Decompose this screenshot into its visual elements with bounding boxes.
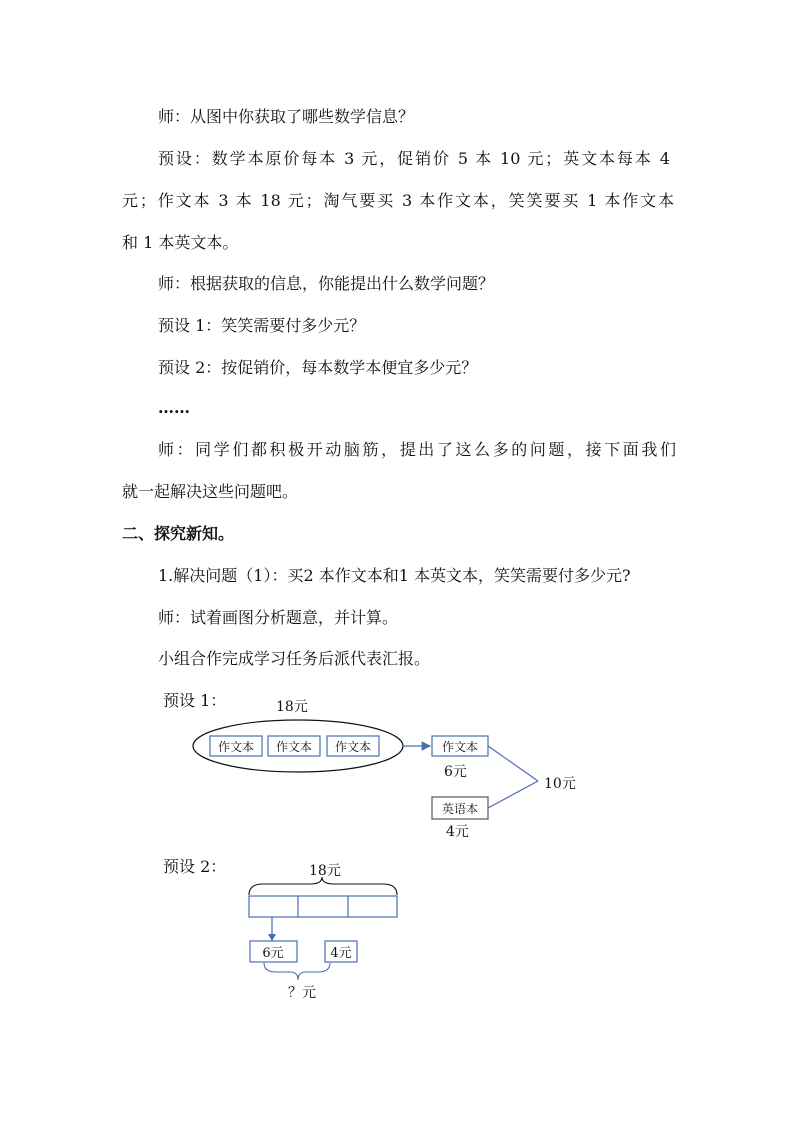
preset-1-question: 预设 1：笑笑需要付多少元？ — [158, 316, 366, 335]
preset-line-3: 和 1 本英文本。 — [122, 233, 239, 252]
diagram-1-label: 预设 1： — [163, 691, 227, 710]
diagram-2-question: ？元 — [288, 985, 316, 1001]
diagram-1-sum: 10元 — [544, 776, 576, 792]
part-2-value: 4元 — [330, 946, 352, 961]
group-task: 小组合作完成学习任务后派代表汇报。 — [158, 649, 431, 668]
preset-line-1: 预设：数学本原价每本 3 元，促销价 5 本 10 元；英文本每本 4 — [158, 149, 670, 168]
selected-book-label: 作文本 — [441, 740, 479, 754]
top-brace — [249, 877, 397, 895]
english-book-box — [432, 797, 488, 819]
selected-book-price: 6元 — [444, 764, 467, 780]
english-book-label: 英语本 — [441, 802, 479, 816]
teacher-instruction: 师：试着画图分析题意，并计算。 — [158, 608, 399, 627]
book-label-2: 作文本 — [275, 740, 313, 754]
segment-bar — [249, 896, 397, 917]
book-label-1: 作文本 — [217, 740, 255, 754]
preset-2-question: 预设 2：按促销价，每本数学本便宜多少元？ — [158, 358, 478, 377]
book-label-3: 作文本 — [334, 740, 372, 754]
teacher-encourage-line-1: 师：同学们都积极开动脑筋，提出了这么多的问题，接下面我们 — [158, 440, 676, 459]
part-1-value: 6元 — [262, 946, 284, 961]
teacher-encourage-line-2: 就一起解决这些问题吧。 — [122, 482, 299, 501]
ellipsis: …… — [158, 398, 190, 417]
selected-book-box — [432, 736, 488, 756]
section-heading: 二、探究新知。 — [122, 524, 235, 543]
part-box-1 — [250, 941, 297, 962]
teacher-question-1: 师：从图中你获取了哪些数学信息？ — [158, 107, 415, 126]
diagram-1-total: 18元 — [276, 699, 308, 715]
problem-1: 1.解决问题（1）：买2 本作文本和1 本英文本，笑笑需要付多少元? — [158, 566, 631, 585]
sum-line-upper — [488, 746, 538, 781]
teacher-question-2: 师：根据获取的信息，你能提出什么数学问题？ — [158, 274, 495, 293]
english-book-price: 4元 — [446, 824, 469, 840]
diagram-1 — [0, 690, 794, 840]
book-box-2 — [268, 736, 320, 756]
diagram-2 — [0, 855, 794, 1005]
book-box-3 — [327, 736, 379, 756]
sum-line-lower — [488, 781, 538, 808]
part-box-2 — [325, 941, 357, 962]
book-box-1 — [210, 736, 262, 756]
diagram-2-total: 18元 — [309, 863, 341, 879]
preset-line-2: 元；作文本 3 本 18 元；淘气要买 3 本作文本，笑笑要买 1 本作文本 — [122, 191, 674, 210]
down-arrow-head — [268, 934, 276, 941]
diagram-2-label: 预设 2： — [163, 857, 227, 876]
bottom-brace — [264, 963, 330, 980]
